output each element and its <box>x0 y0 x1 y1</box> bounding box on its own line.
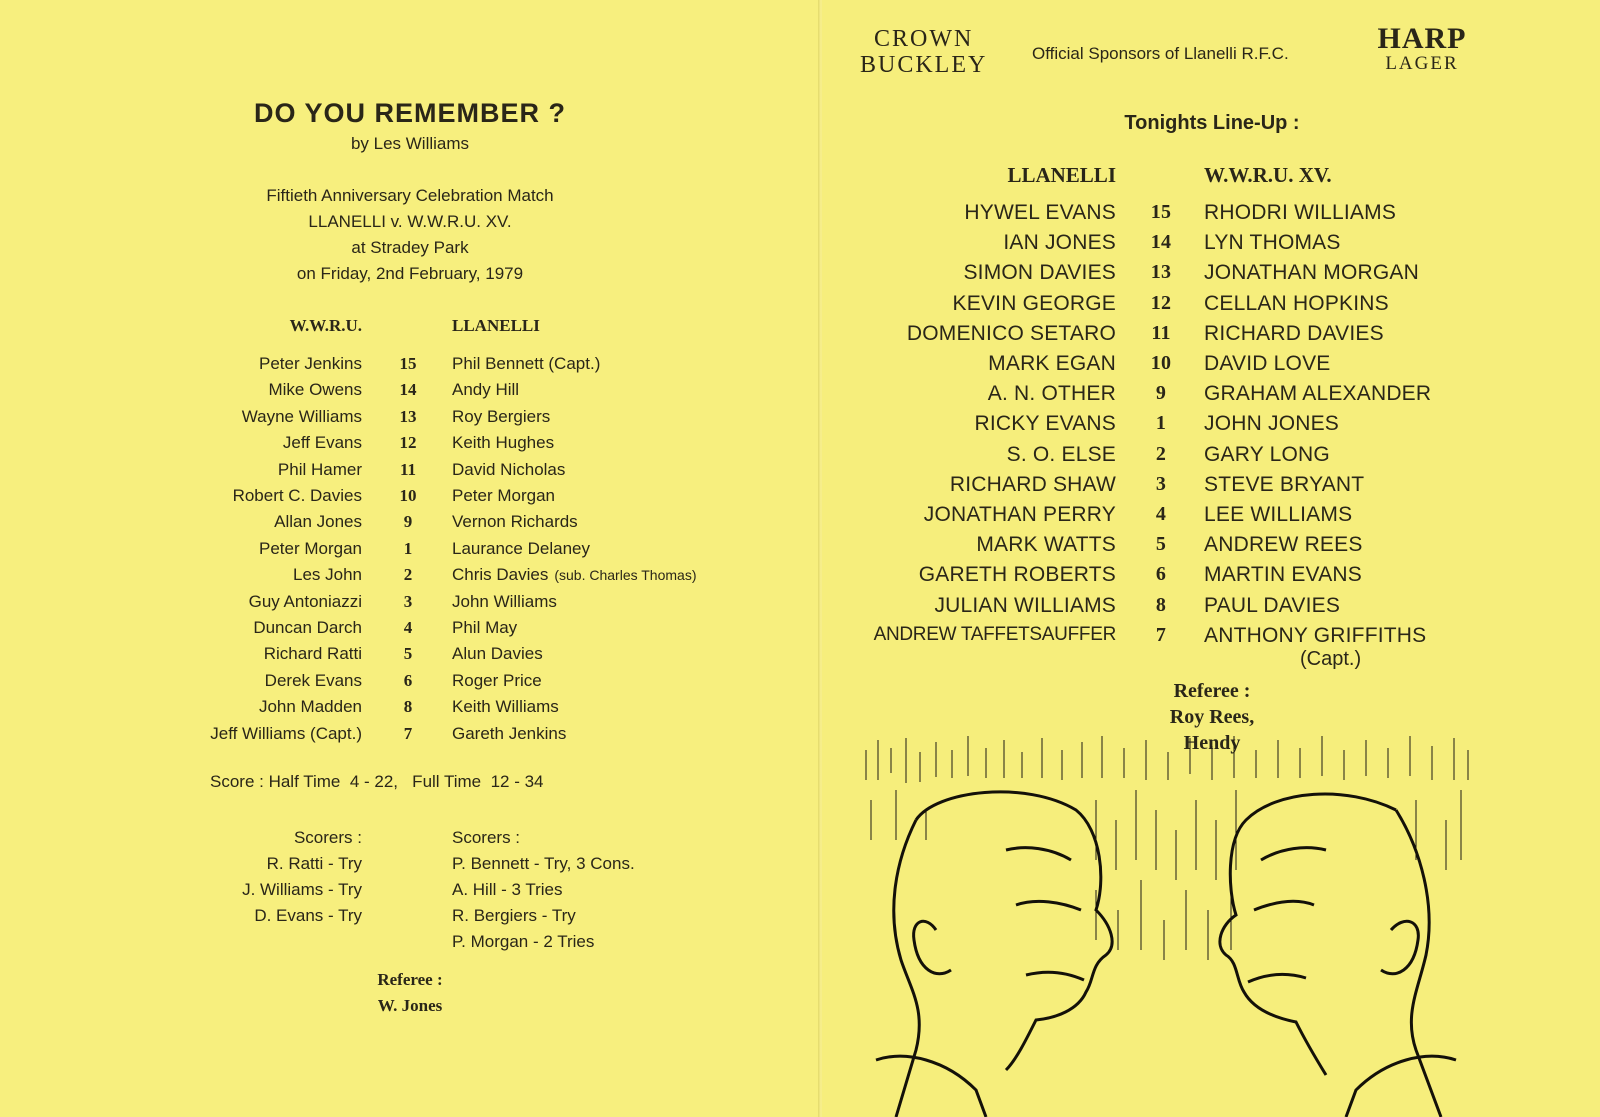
lineup-row-llanelli-player <box>452 671 542 697</box>
brand-right-line-2: LAGER <box>1385 53 1459 74</box>
scorers-label-wwru: Scorers : <box>293 828 362 847</box>
lineup-row-wwru-player: Duncan Darch <box>253 618 362 637</box>
tonight-row-number: 2 <box>1155 442 1167 465</box>
match-line-4: on Friday, 2nd February, 1979 <box>296 264 524 283</box>
tonight-row-number: 4 <box>1155 503 1167 525</box>
tonight-wwru-player: CELLAN HOPKINS <box>1204 291 1389 315</box>
tonight-llanelli-player: ANDREW TAFFETSAUFFER <box>873 623 1116 645</box>
player-name: Gareth Jenkins <box>452 723 567 743</box>
lineup-row-llanelli-player <box>452 565 697 591</box>
lineup-row-llanelli-player <box>452 618 517 644</box>
player-name: Keith Hughes <box>452 433 555 453</box>
lineup-row-wwru-player: John Madden <box>258 697 362 717</box>
tonight-wwru-player: JOHN JONES <box>1204 412 1340 436</box>
lineup-row-wwru-player: Wayne Williams <box>241 406 362 426</box>
lineup-row-number: 1 <box>403 538 413 558</box>
tonight-wwru-player: DAVID LOVE <box>1204 352 1331 375</box>
match-line-3: at Stradey Park <box>351 238 469 257</box>
tonight-llanelli-player: MARK WATTS <box>976 533 1116 557</box>
tonight-wwru-player: ANDREW REES <box>1204 533 1363 557</box>
referee-name: W. Jones <box>377 996 443 1015</box>
scorer-llanelli: A. Hill - 3 Tries <box>452 880 563 899</box>
lineup-row-number: 13 <box>399 406 417 426</box>
page-title: DO YOU REMEMBER ? <box>253 98 567 128</box>
lineup-row-llanelli-player <box>452 644 543 670</box>
tonight-row-number: 11 <box>1151 321 1171 344</box>
player-name: Chris Davies <box>452 565 549 585</box>
tonight-wwru-player: ANTHONY GRIFFITHS <box>1204 623 1427 647</box>
lineup-row-wwru-player: Les John <box>293 565 362 585</box>
lineup-row-llanelli-player <box>452 407 550 433</box>
scorer-llanelli: R. Bergiers - Try <box>452 906 576 925</box>
tonight-row-number: 14 <box>1150 231 1172 254</box>
harp-lager-logo <box>1367 24 1477 74</box>
tonight-llanelli-player: GARETH ROBERTS <box>918 563 1116 587</box>
tonight-wwru-player: JONATHAN MORGAN <box>1204 261 1419 285</box>
brand-right-line-1: HARP <box>1377 22 1467 55</box>
right-page <box>822 0 1600 1117</box>
lineup-row-llanelli-player <box>452 380 519 406</box>
lineup-row-llanelli-player <box>452 354 600 380</box>
tonight-wwru-player: LEE WILLIAMS <box>1204 503 1353 526</box>
tonight-wwru-player: RHODRI WILLIAMS <box>1204 201 1397 224</box>
team-header-llanelli-tonight: LLANELLI <box>1007 163 1116 187</box>
tonight-llanelli-player: RICHARD SHAW <box>949 472 1116 496</box>
team-header-wwru-tonight: W.W.R.U. XV. <box>1204 163 1332 187</box>
sponsor-text: Official Sponsors of Llanelli R.F.C. <box>1032 44 1289 63</box>
tonight-wwru-player: LYN THOMAS <box>1204 231 1341 255</box>
lineup-row-number: 14 <box>399 380 417 400</box>
lineup-row-llanelli-player <box>452 697 559 723</box>
lineup-row-wwru-player: Phil Hamer <box>277 459 362 479</box>
lineup-row-wwru-player: Allan Jones <box>274 512 362 532</box>
scorer-llanelli: P. Bennett - Try, 3 Cons. <box>452 854 635 873</box>
player-name: Phil May <box>452 618 518 637</box>
tonight-llanelli-player: JONATHAN PERRY <box>923 503 1116 526</box>
tonight-llanelli-player: RICKY EVANS <box>974 412 1116 436</box>
crown-buckley-logo <box>860 26 987 78</box>
player-name: David Nicholas <box>452 459 566 479</box>
substitution-note: (sub. Charles Thomas) <box>554 567 697 584</box>
player-name: Vernon Richards <box>452 512 578 532</box>
lineup-row-number: 5 <box>403 644 413 664</box>
player-name: Keith Williams <box>452 697 559 717</box>
captain-note: (Capt.) <box>1300 648 1362 670</box>
tonight-row-number: 7 <box>1155 623 1167 646</box>
tonight-llanelli-player: KEVIN GEORGE <box>952 291 1116 315</box>
lineup-row-number: 8 <box>403 697 413 717</box>
lineup-row-llanelli-player <box>452 433 554 459</box>
lineup-row-number: 4 <box>403 618 413 637</box>
tonight-llanelli-player: JULIAN WILLIAMS <box>934 593 1116 617</box>
tonight-row-number: 12 <box>1150 291 1172 314</box>
tonight-wwru-player: STEVE BRYANT <box>1204 472 1365 496</box>
tonight-wwru-player: MARTIN EVANS <box>1204 563 1362 587</box>
scorer-llanelli: P. Morgan - 2 Tries <box>452 932 595 951</box>
score-line: Score : Half Time 4 - 22, Full Time 12 - 34 <box>210 772 544 791</box>
tonight-llanelli-player: IAN JONES <box>1003 231 1116 255</box>
lineup-title: Tonights Line-Up : <box>1124 112 1300 134</box>
sketch-hatching <box>866 736 1468 960</box>
scorer-wwru: J. Williams - Try <box>242 880 362 899</box>
tonight-llanelli-player: HYWEL EVANS <box>964 201 1116 224</box>
lineup-row-wwru-player: Jeff Evans <box>282 433 362 453</box>
lineup-row-wwru-player: Guy Antoniazzi <box>248 591 362 611</box>
tonight-wwru-player: GARY LONG <box>1204 442 1330 466</box>
team-header-llanelli: LLANELLI <box>452 316 540 335</box>
lineup-row-wwru-player: Robert C. Davies <box>232 486 362 505</box>
referee-label: Referee : <box>1173 680 1251 702</box>
lineup-row-wwru-player: Peter Jenkins <box>259 354 362 373</box>
lineup-row-wwru-player: Mike Owens <box>268 380 362 400</box>
tonight-llanelli-player: DOMENICO SETARO <box>906 321 1116 345</box>
lineup-row-wwru-player: Peter Morgan <box>259 538 362 558</box>
player-name: Andy Hill <box>452 380 520 400</box>
referee-place: Hendy <box>1183 732 1241 754</box>
scorer-wwru: R. Ratti - Try <box>266 854 362 873</box>
lineup-row-llanelli-player <box>452 539 590 565</box>
match-line-1: Fiftieth Anniversary Celebration Match <box>266 186 554 205</box>
tonight-row-number: 1 <box>1155 412 1167 435</box>
tonight-row-number: 6 <box>1155 563 1167 586</box>
lineup-row-number: 15 <box>399 354 417 373</box>
tonight-wwru-player: GRAHAM ALEXANDER <box>1204 382 1432 406</box>
tonight-llanelli-player: SIMON DAVIES <box>963 261 1116 285</box>
tonight-wwru-player: RICHARD DAVIES <box>1204 321 1384 345</box>
byline: by Les Williams <box>350 134 470 153</box>
lineup-row-wwru-player: Richard Ratti <box>263 644 362 664</box>
lineup-row-llanelli-player <box>452 486 555 512</box>
player-name: Peter Morgan <box>452 486 555 505</box>
tonight-row-number: 13 <box>1150 261 1172 284</box>
player-name: Laurance Delaney <box>452 538 590 558</box>
lineup-row-number: 11 <box>399 459 417 479</box>
lineup-row-wwru-player: Jeff Williams (Capt.) <box>210 723 362 743</box>
lineup-row-number: 10 <box>399 486 417 505</box>
lineup-row-llanelli-player <box>452 460 565 486</box>
tonight-wwru-player: PAUL DAVIES <box>1204 593 1341 617</box>
tonight-llanelli-player: A. N. OTHER <box>987 382 1116 406</box>
tonight-row-number: 3 <box>1155 472 1167 495</box>
tonight-row-number: 8 <box>1155 593 1167 616</box>
referee-label: Referee : <box>377 970 443 989</box>
player-name: Roger Price <box>452 670 542 690</box>
player-name: John Williams <box>452 591 557 611</box>
lineup-row-number: 12 <box>399 433 417 453</box>
lineup-row-number: 9 <box>403 512 413 532</box>
lineup-row-llanelli-player <box>452 724 566 750</box>
scorers-label-llanelli: Scorers : <box>452 828 521 847</box>
match-line-2: LLANELLI v. W.W.R.U. XV. <box>308 212 512 231</box>
brand-left-line-1: CROWN <box>874 26 974 52</box>
brand-left-line-2: BUCKLEY <box>860 52 988 78</box>
lineup-row-number: 7 <box>403 723 413 743</box>
sketch-faces <box>876 792 1456 1117</box>
lineup-row-llanelli-player <box>452 592 557 618</box>
tonight-row-number: 9 <box>1155 382 1167 405</box>
tonight-row-number: 10 <box>1150 352 1172 374</box>
scorer-wwru: D. Evans - Try <box>254 906 362 925</box>
referee-name: Roy Rees, <box>1169 706 1255 728</box>
lineup-row-number: 6 <box>403 670 413 690</box>
player-name: Alun Davies <box>452 644 543 664</box>
player-name: Phil Bennett (Capt.) <box>452 354 601 373</box>
lineup-row-llanelli-player <box>452 512 578 538</box>
tonight-row-number: 15 <box>1150 201 1172 223</box>
lineup-row-number: 2 <box>403 565 413 585</box>
player-name: Roy Bergiers <box>452 406 551 426</box>
tonight-row-number: 5 <box>1155 533 1167 556</box>
caricature-sketch-image <box>856 730 1476 1117</box>
tonight-llanelli-player: MARK EGAN <box>988 352 1116 375</box>
lineup-row-wwru-player: Derek Evans <box>264 670 362 690</box>
team-header-wwru: W.W.R.U. <box>289 316 362 335</box>
tonight-llanelli-player: S. O. ELSE <box>1006 442 1116 466</box>
lineup-row-number: 3 <box>403 591 413 611</box>
